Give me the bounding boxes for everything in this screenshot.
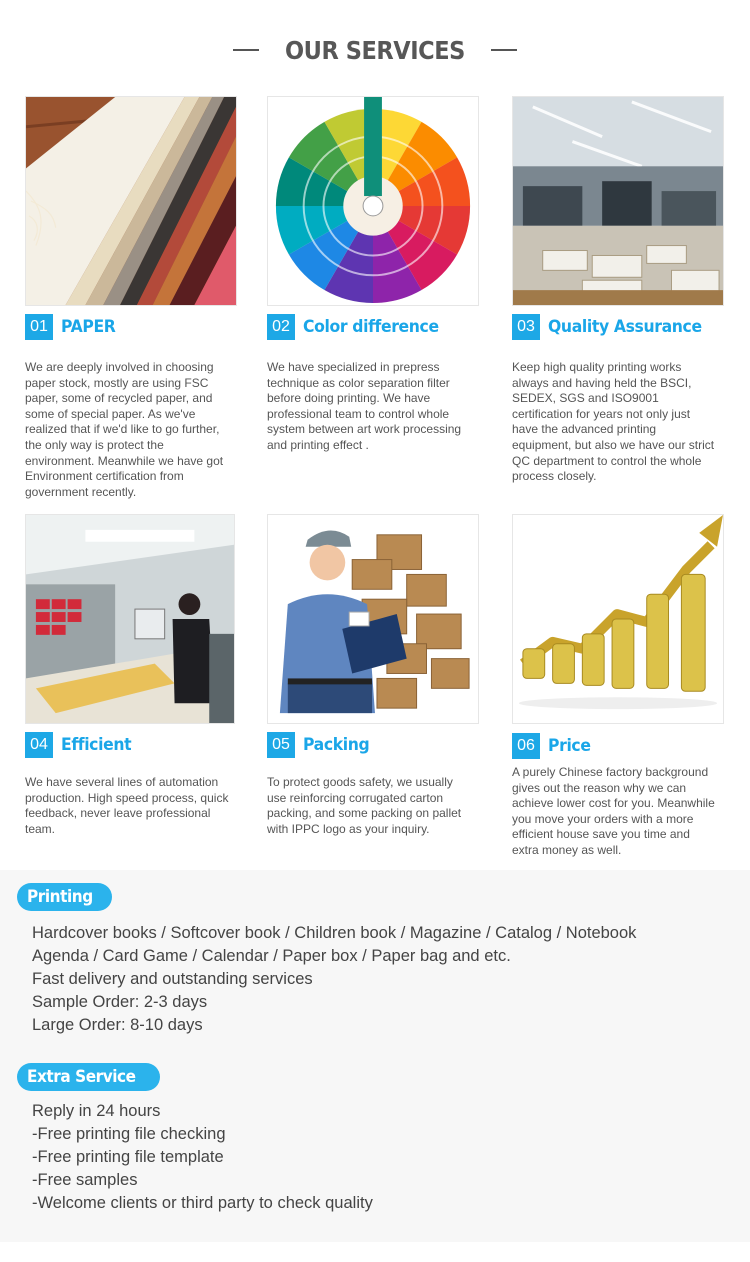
factory-floor-photo bbox=[512, 96, 724, 306]
service-title-row bbox=[512, 314, 727, 340]
extra-service-line: -Free printing file checking bbox=[32, 1125, 226, 1143]
printing-badge bbox=[17, 883, 112, 911]
delivery-man-photo bbox=[267, 514, 479, 724]
service-title: Price bbox=[548, 736, 591, 756]
printing-badge-label: Printing bbox=[27, 887, 93, 907]
section-header bbox=[0, 30, 750, 70]
service-title-row bbox=[25, 314, 240, 340]
service-card-efficient bbox=[25, 514, 240, 837]
service-number: 06 bbox=[512, 733, 540, 759]
extra-service-line: Reply in 24 hours bbox=[32, 1102, 161, 1120]
extra-service-badge bbox=[17, 1063, 160, 1091]
gold-coins-chart-photo bbox=[512, 514, 724, 724]
header-right-rule bbox=[491, 49, 517, 51]
page-title: OUR SERVICES bbox=[285, 35, 465, 65]
service-title-row bbox=[512, 733, 727, 759]
service-details-panel bbox=[0, 870, 750, 1242]
extra-service-line: -Welcome clients or third party to check quality bbox=[32, 1194, 373, 1212]
service-title-row bbox=[25, 732, 240, 758]
header-left-rule bbox=[233, 49, 259, 51]
extra-service-list bbox=[32, 1100, 373, 1215]
printing-line: Sample Order: 2-3 days bbox=[32, 993, 208, 1011]
service-title-row bbox=[267, 732, 482, 758]
printing-line: Fast delivery and outstanding services bbox=[32, 970, 313, 988]
service-number: 04 bbox=[25, 732, 53, 758]
service-description: We have several lines of automation production. High speed process, quick feedback, never leave professional team. bbox=[25, 775, 229, 836]
service-title: Color difference bbox=[303, 317, 439, 337]
service-card-quality-assurance bbox=[512, 96, 727, 485]
color-fan-photo bbox=[267, 96, 479, 306]
service-description: To protect goods safety, we usually use reinforcing corrugated carton packing, and some packing on pallet with IPPC logo as your inquiry. bbox=[267, 775, 462, 836]
printing-line: Hardcover books / Softcover book / Children book / Magazine / Catalog / Notebook bbox=[32, 924, 637, 942]
printing-line: Large Order: 8-10 days bbox=[32, 1016, 203, 1034]
service-card-paper bbox=[25, 96, 240, 500]
service-title: Efficient bbox=[61, 735, 132, 755]
service-number: 01 bbox=[25, 314, 53, 340]
service-description: We have specialized in prepress technique as color separation filter before doing printing. We have professional team to control whole system between art work processing and printing effect . bbox=[267, 360, 462, 452]
printing-line: Agenda / Card Game / Calendar / Paper box / Paper bag and etc. bbox=[32, 947, 511, 965]
printing-worker-photo bbox=[25, 514, 235, 724]
service-description: Keep high quality printing works always and having held the BSCI, SEDEX, SGS and ISO9001 certification for years not only just have the advanced printing equipment, but also we have our strict QC department to control the whole process closely. bbox=[512, 360, 715, 484]
service-title: Quality Assurance bbox=[548, 317, 702, 337]
extra-service-line: -Free printing file template bbox=[32, 1148, 224, 1166]
service-title: PAPER bbox=[61, 317, 116, 337]
service-description: A purely Chinese factory background gives out the reason why we can achieve lower cost for you. Meanwhile you move your orders with a more efficient house save you time and extra money as well. bbox=[512, 765, 715, 857]
printing-list bbox=[32, 922, 636, 1037]
service-description: We are deeply involved in choosing paper stock, mostly are using FSC paper, some of recycled paper, and some of special paper. As we've realized that if we'd like to go further, the only way is protect the environment. Meanwhile we have got Environment certification from government recently. bbox=[25, 360, 224, 499]
service-card-price bbox=[512, 514, 727, 859]
extra-service-badge-label: Extra Service bbox=[27, 1067, 136, 1087]
service-number: 03 bbox=[512, 314, 540, 340]
paper-stack-photo bbox=[25, 96, 237, 306]
service-card-color-difference bbox=[267, 96, 482, 454]
service-card-packing bbox=[267, 514, 482, 837]
service-number: 02 bbox=[267, 314, 295, 340]
service-number: 05 bbox=[267, 732, 295, 758]
service-title-row bbox=[267, 314, 482, 340]
extra-service-line: -Free samples bbox=[32, 1171, 138, 1189]
service-title: Packing bbox=[303, 735, 370, 755]
